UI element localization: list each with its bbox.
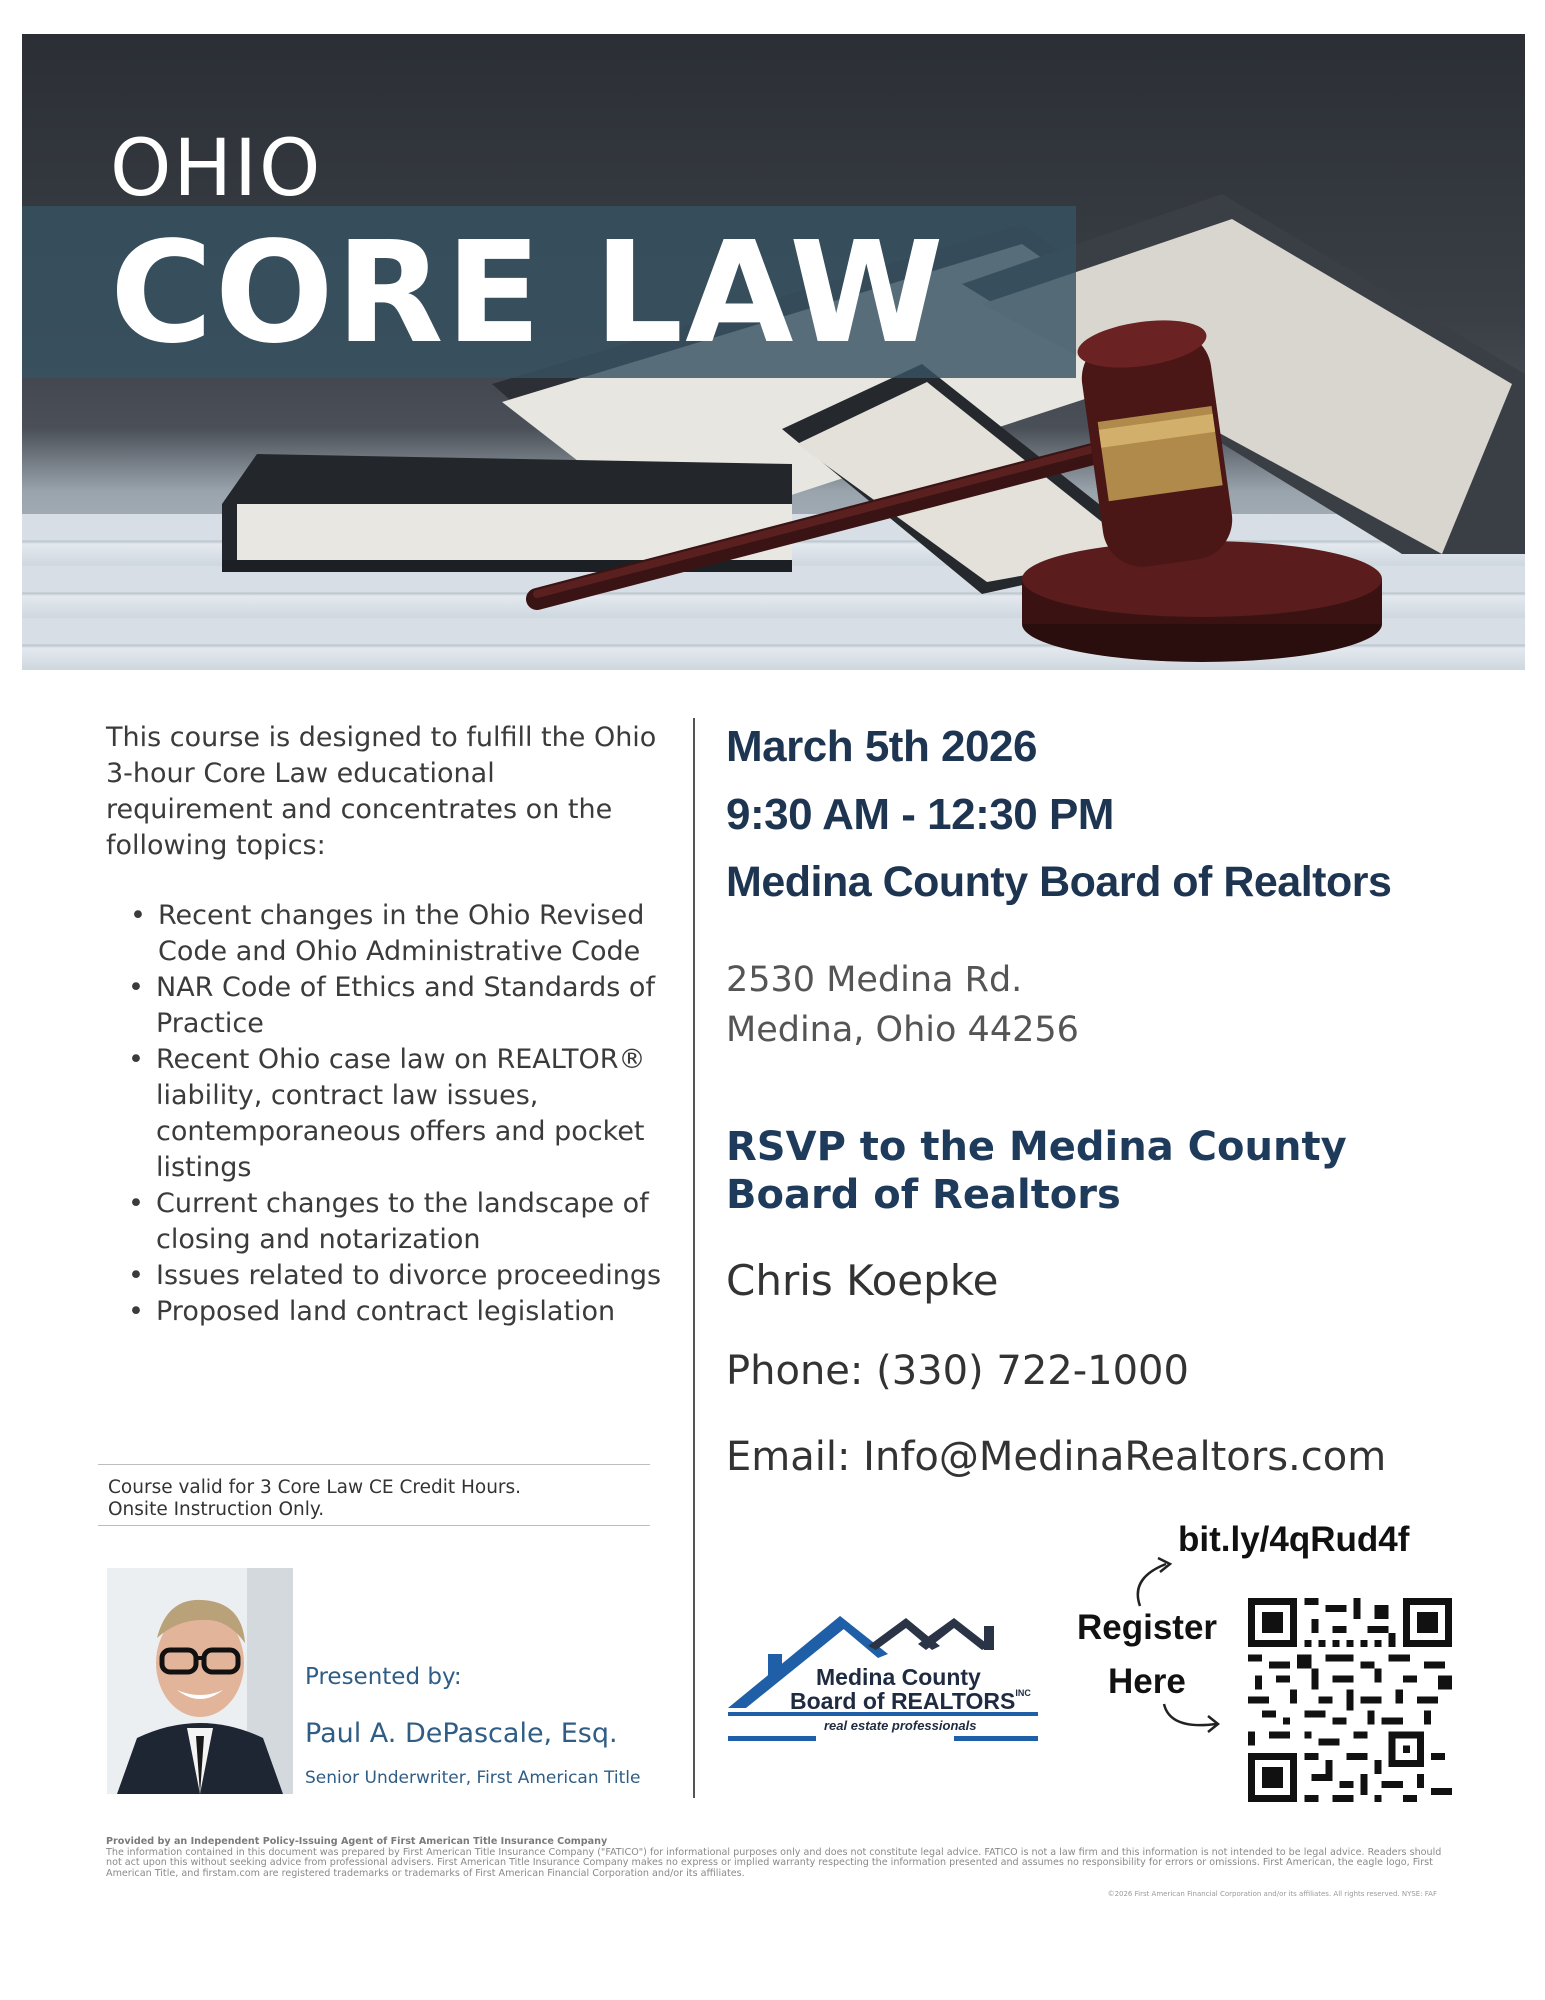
contact-name: Chris Koepke	[726, 1256, 999, 1305]
rsvp-heading: RSVP to the Medina County	[726, 1124, 1347, 1170]
rsvp-heading-2: Board of Realtors	[726, 1172, 1121, 1218]
bullet-icon: •	[128, 1188, 144, 1219]
topic-item: • Recent changes in the Ohio Revised Code and Ohio Administrative Code	[130, 900, 645, 967]
curved-arrow-right-icon	[1160, 1700, 1226, 1740]
contact-email[interactable]: Email: Info@MedinaRealtors.com	[726, 1434, 1387, 1480]
credit-hours: Course valid for 3 Core Law CE Credit Hours.	[108, 1477, 522, 1498]
topics-list	[128, 898, 673, 1330]
bullet-icon: •	[128, 1260, 144, 1291]
topic-item: • NAR Code of Ethics and Standards of Practice	[128, 972, 655, 1039]
bullet-icon: •	[130, 900, 146, 931]
bullet-icon: •	[128, 1044, 144, 1075]
topic-item: • Issues related to divorce proceedings	[128, 1258, 673, 1294]
column-divider	[693, 718, 695, 1798]
contact-phone[interactable]: Phone: (330) 722-1000	[726, 1348, 1189, 1394]
curved-arrow-up-icon	[1128, 1556, 1178, 1610]
presenter-name: Paul A. DePascale, Esq.	[305, 1718, 618, 1749]
event-date: March 5th 2026	[726, 722, 1037, 771]
logo-line2: Board of $REALTORS^{INC}$	[790, 1688, 1031, 1714]
title-ohio: OHIO	[110, 124, 323, 214]
register-label: Register	[1077, 1608, 1218, 1647]
logo-tagline: real estate professionals	[824, 1718, 977, 1733]
logo-inc: INC	[1015, 1688, 1031, 1698]
legal-disclaimer	[106, 1837, 1446, 1879]
presenter-photo	[107, 1568, 293, 1794]
credit-note	[98, 1464, 650, 1526]
register-label-here: Here	[1108, 1662, 1186, 1701]
topic-item: • Recent Ohio case law on REALTOR® liability, contract law issues, contemporaneous offers and pocket listings	[128, 1044, 646, 1183]
address-street: 2530 Medina Rd.	[726, 960, 1023, 1000]
hero-banner	[22, 34, 1525, 670]
event-venue: Medina County Board of Realtors	[726, 858, 1392, 906]
logo-line1: Medina County	[816, 1664, 981, 1690]
bullet-icon: •	[128, 1296, 144, 1327]
course-intro: This course is designed to fulfill the Ohio 3-hour Core Law educational requirement and concentrates on the following topics:	[106, 722, 657, 861]
copyright-line: ©2026 First American Financial Corporation and/or its affiliates. All rights reserved. NYSE: FAF	[1107, 1890, 1437, 1898]
medina-realtors-logo	[728, 1606, 1048, 1736]
instruction-mode: Onsite Instruction Only.	[108, 1499, 325, 1520]
topic-item: • Current changes to the landscape of closing and notarization	[128, 1188, 649, 1255]
event-time: 9:30 AM - 12:30 PM	[726, 790, 1114, 839]
presenter-title: Senior Underwriter, First American Title	[305, 1768, 641, 1788]
topic-item: • Proposed land contract legislation	[128, 1294, 673, 1330]
disclaimer-body: The information contained in this document was prepared by First American Title Insurance Company ("FATICO") for informational purposes only and does not constitute legal advice. FATICO is not a law firm and this information is not intended to be legal advice. Readers should not act upon this without seeking advice from professional advisers. First American Title Insurance Company makes no express or implied warranty respecting the information presented and assumes no responsibility for errors or omissions. First American, the eagle logo, First American Title, and firstam.com are registered trademarks or trademarks of First American Financial Corporation and/or its affiliates.	[106, 1846, 1442, 1879]
title-core-law: CORE LAW	[110, 212, 946, 375]
qr-code[interactable]	[1248, 1598, 1452, 1802]
presented-by-label: Presented by:	[305, 1664, 462, 1690]
address-city: Medina, Ohio 44256	[726, 1010, 1079, 1050]
presenter-portrait-icon	[107, 1568, 293, 1794]
bullet-icon: •	[128, 972, 144, 1003]
disclaimer-heading: Provided by an Independent Policy-Issuing Agent of First American Title Insurance Company	[106, 1836, 608, 1847]
registration-link[interactable]: bit.ly/4qRud4f	[1178, 1520, 1410, 1559]
